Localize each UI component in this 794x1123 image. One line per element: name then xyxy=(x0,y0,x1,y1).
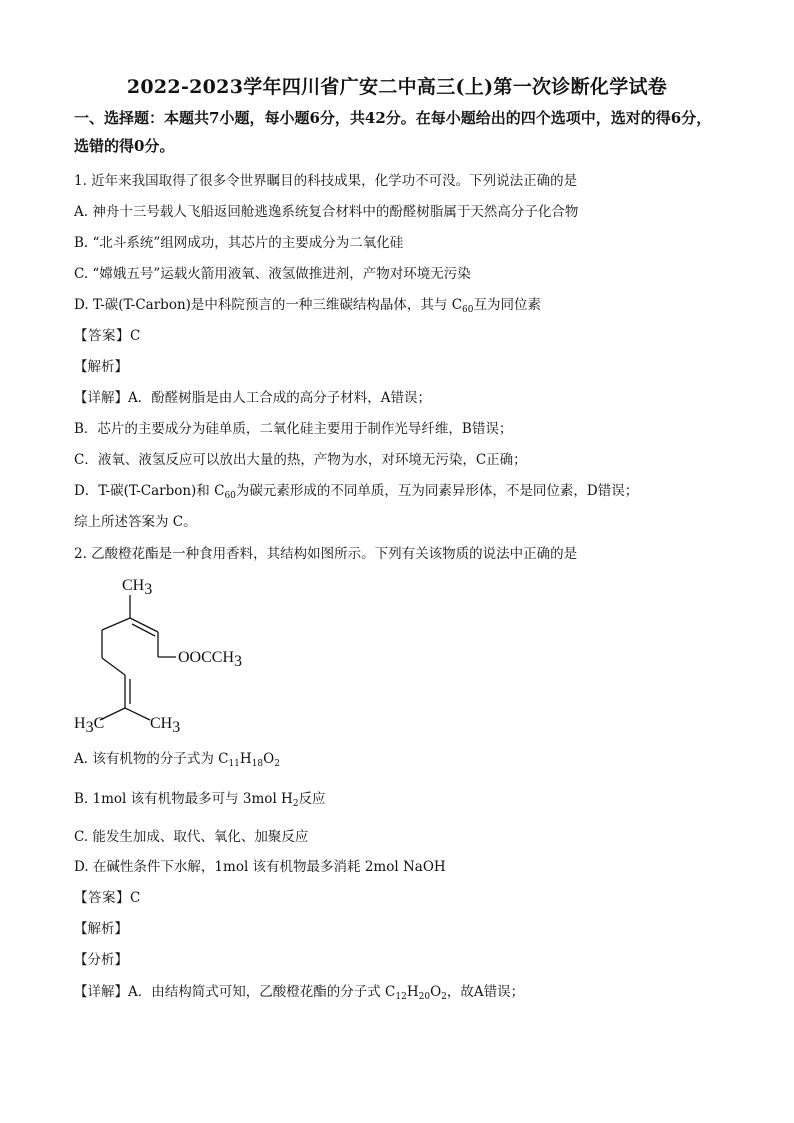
ch3-top-label: CH3 xyxy=(122,577,153,598)
q1-option-b: B. “北斗系统”组网成功，其芯片的主要成分为二氧化硅 xyxy=(74,235,404,251)
q1-option-d: D. T-碳(T-Carbon)是中科院预言的一种三维碳结构晶体，其与 $C_{60}$互为同位素 xyxy=(74,297,541,315)
q1-summary: 综上所述答案为 C。 xyxy=(74,514,197,530)
q2-stem: 2. 乙酸橙花酯是一种食用香料，其结构如图所示。下列有关该物质的说法中正确的是 xyxy=(74,546,578,562)
q2-option-d: D. 在碱性条件下水解，1mol 该有机物最多消耗 2mol NaOH xyxy=(74,859,446,875)
q1-detail-c: C．液氧、液氢反应可以放出大量的热，产物为水，对环境无污染，C正确； xyxy=(74,452,527,468)
q1-stem: 1. 近年来我国取得了很多令世界瞩目的科技成果，化学功不可没。下列说法正确的是 xyxy=(74,173,578,189)
q2-detail-a: 【详解】A．由结构简式可知，乙酸橙花酯的分子式 $C_{12}H_{20}O_2$，故A错误； xyxy=(74,984,525,1002)
skeleton-bonds xyxy=(100,595,176,720)
structure-diagram xyxy=(70,570,270,740)
q1-option-a: A. 神舟十三号载人飞船返回舱逃逸系统复合材料中的酚醛树脂属于天然高分子化合物 xyxy=(74,204,579,220)
h3c-left-label: H3C xyxy=(74,715,105,736)
q2-option-b: B. 1mol 该有机物最多可与 3mol $H_2$反应 xyxy=(74,791,326,809)
q2-answer: 【答案】C xyxy=(74,890,141,906)
q1-answer: 【答案】C xyxy=(74,328,141,344)
q2-fenxi-label: 【分析】 xyxy=(74,952,128,968)
q1-analysis-label: 【解析】 xyxy=(74,359,128,375)
q2-analysis-label: 【解析】 xyxy=(74,921,128,937)
q1-detail-b: B．芯片的主要成分为硅单质，二氧化硅主要用于制作光导纤维，B错误； xyxy=(74,421,513,437)
q1-detail-a: 【详解】A．酚醛树脂是由人工合成的高分子材料，A错误； xyxy=(74,390,431,406)
q2-option-c: C. 能发生加成、取代、氧化、加聚反应 xyxy=(74,829,309,845)
q2-option-a: A. 该有机物的分子式为 $C_{11}H_{18}O_2$ xyxy=(74,751,280,769)
ch3-right-label: CH3 xyxy=(150,715,181,736)
q1-detail-d: D．T-碳(T-Carbon)和 $C_{60}$为碳元素形成的不同单质，互为同素异形体，不是同位素，D错误； xyxy=(74,483,639,501)
page-title: 2022-2023学年四川省广安二中高三(上)第一次诊断化学试卷 xyxy=(126,76,668,98)
section-heading: 一、选择题：本题共7小题，每小题6分，共42分。在每小题给出的四个选项中，选对的得6分，选错的得0分。 xyxy=(74,109,712,155)
ester-group-label: OOCCH3 xyxy=(178,649,243,670)
q1-option-c: C. “嫦娥五号”运载火箭用液氧、液氢做推进剂，产物对环境无污染 xyxy=(74,266,471,282)
